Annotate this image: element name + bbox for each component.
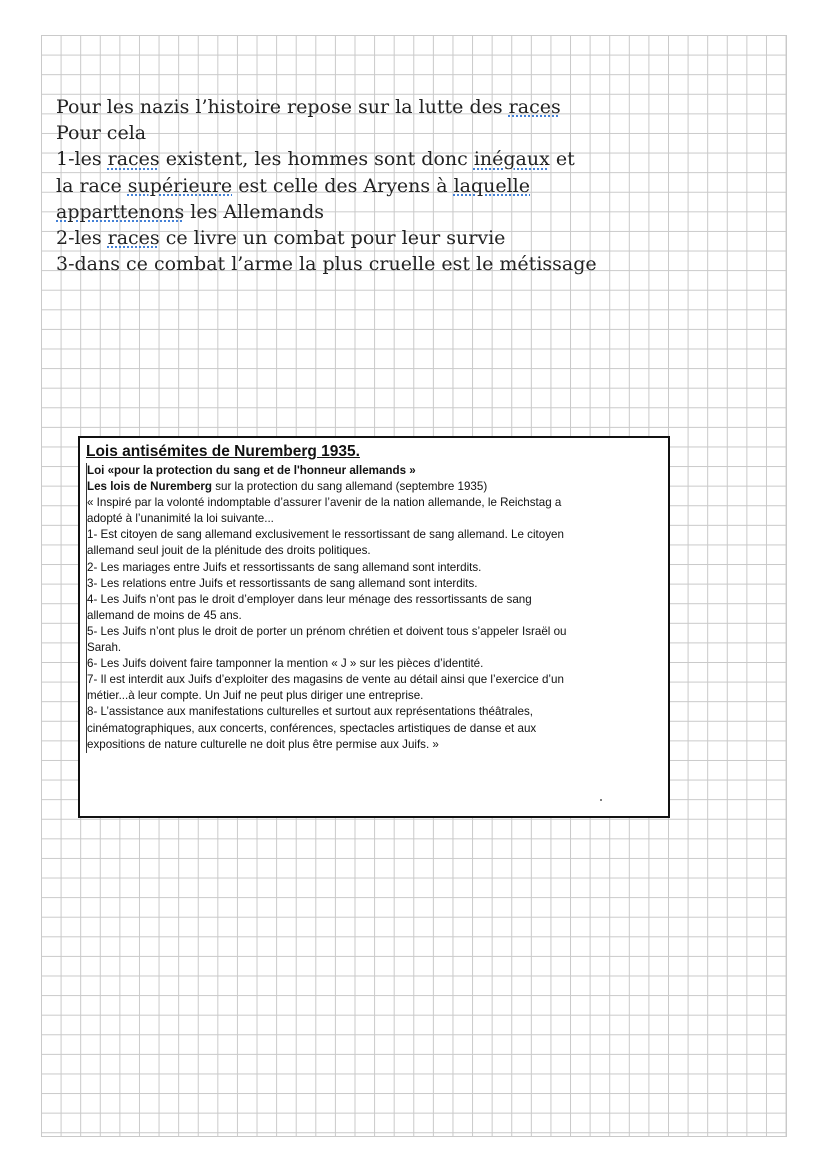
document-line: 6- Les Juifs doivent faire tamponner la mention « J » sur les pièces d’identité.	[87, 657, 484, 671]
document-line: allemand de moins de 45 ans.	[87, 608, 242, 622]
document-line: 3- Les relations entre Juifs et ressortissants de sang allemand sont interdits.	[87, 576, 478, 590]
note-line-4: la race supérieure est celle des Aryens à laquelle	[56, 174, 531, 197]
document-line: allemand seul jouit de la plénitude des droits politiques.	[87, 544, 371, 558]
document-title: Lois antisémites de Nuremberg 1935.	[86, 443, 360, 460]
nuremberg-laws-document	[78, 436, 670, 818]
document-line: 5- Les Juifs n’ont plus le droit de porter un prénom chrétien et doivent tous s’appeler Israël ou	[87, 624, 567, 638]
document-line: adopté à l’unanimité la loi suivante...	[87, 512, 274, 526]
document-line: « Inspiré par la volonté indomptable d’assurer l’avenir de la nation allemande, le Reichstag a	[87, 496, 562, 510]
document-intro	[87, 479, 662, 495]
document-subtitle: Loi «pour la protection du sang et de l'honneur allemands »	[87, 464, 416, 477]
document-line: 4- Les Juifs n’ont pas le droit d’employer dans leur ménage des ressortissants de sang	[87, 592, 532, 606]
note-line-7: 3-dans ce combat l’arme la plus cruelle est le métissage	[56, 253, 597, 276]
document-line: 7- Il est interdit aux Juifs d’exploiter des magasins de vente au détail ainsi que l’exercice d’un	[87, 673, 564, 687]
spellcheck-underline: races	[107, 227, 160, 250]
document-line: Sarah.	[87, 641, 122, 655]
note-line-2: Pour cela	[56, 122, 147, 145]
note-line-5: apparttenons les Allemands	[56, 200, 325, 223]
note-line-6: 2-les races ce livre un combat pour leur survie	[56, 227, 506, 250]
document-intro-rest: sur la protection du sang allemand (septembre 1935)	[212, 480, 488, 494]
ink-dot	[600, 799, 602, 801]
spellcheck-underline: supérieure	[127, 174, 233, 197]
spellcheck-underline: races	[508, 96, 561, 118]
document-line: 1- Est citoyen de sang allemand exclusivement le ressortissant de sang allemand. Le citoyen	[87, 528, 564, 542]
document-intro-bold: Les lois de Nuremberg	[87, 480, 212, 494]
note-line-1: Pour les nazis l’histoire repose sur la lutte des races	[56, 96, 561, 118]
spellcheck-underline: apparttenons	[56, 200, 185, 223]
spellcheck-underline: laquelle	[453, 174, 531, 197]
spellcheck-underline: inégaux	[473, 148, 550, 171]
document-line: cinématographiques, aux concerts, conférences, spectacles artistiques de danse et aux	[87, 721, 537, 735]
spellcheck-underline: races	[107, 148, 160, 171]
document-body	[86, 463, 662, 753]
document-line: expositions de nature culturelle ne doit plus être permise aux Juifs. »	[87, 737, 439, 751]
document-line: métier...à leur compte. Un Juif ne peut plus diriger une entreprise.	[87, 689, 424, 703]
document-line: 2- Les mariages entre Juifs et ressortissants de sang allemand sont interdits.	[87, 560, 482, 574]
note-line-3: 1-les races existent, les hommes sont donc inégaux et	[56, 148, 575, 171]
notes-block	[56, 94, 696, 277]
document-line: 8- L’assistance aux manifestations culturelles et surtout aux représentations théâtrales,	[87, 705, 533, 719]
